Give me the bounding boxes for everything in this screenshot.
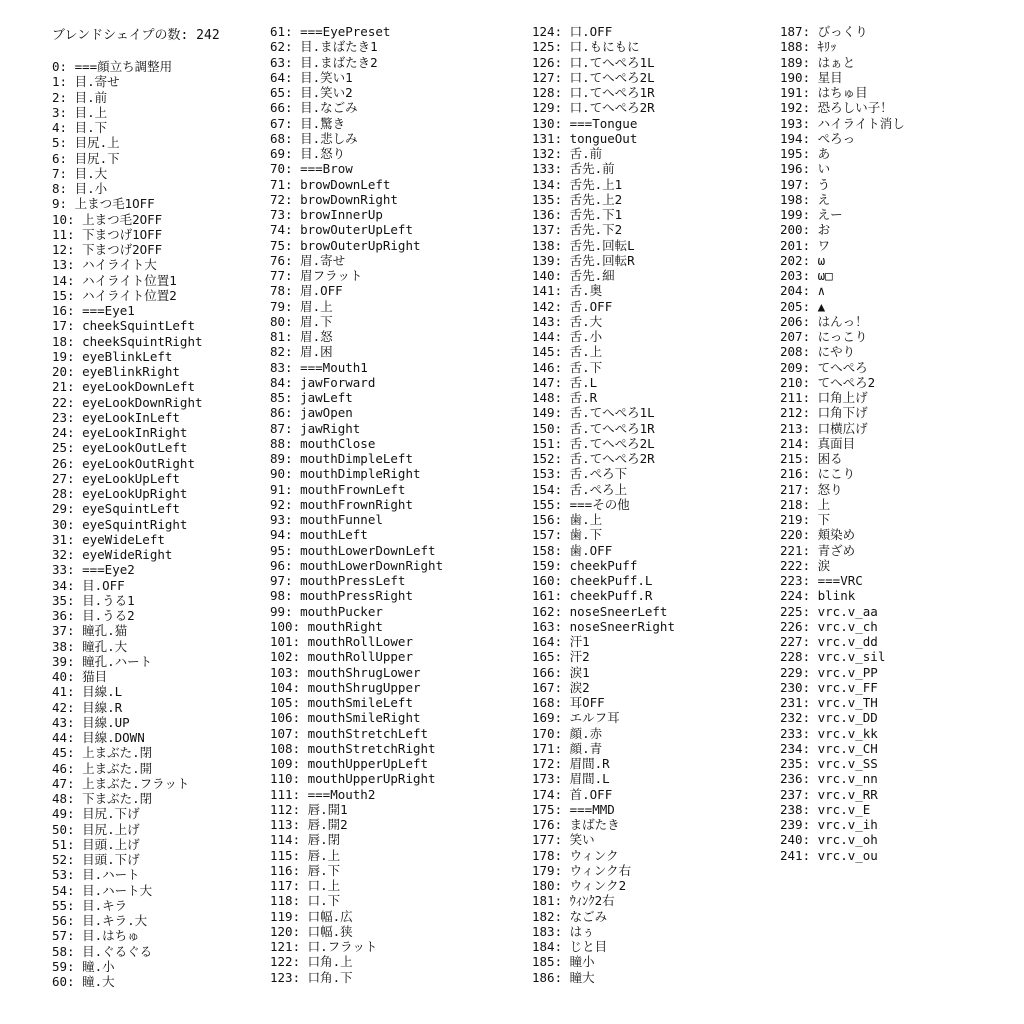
blendshape-entry: 164: 汗1 — [532, 634, 590, 649]
blendshape-entry: 161: cheekPuff.R — [532, 588, 653, 604]
blendshape-entry: 130: ===Tongue — [532, 115, 638, 131]
blendshape-entry: 78: 眉.OFF — [270, 283, 343, 299]
blendshape-entry: 241: vrc.v_ou — [780, 847, 878, 863]
blendshape-entry: 66: 目.なごみ — [270, 100, 358, 116]
blendshape-entry: 0: ===顔立ち調整用 — [52, 59, 173, 74]
blendshape-entry: 12: 下まつげ2OFF — [52, 242, 163, 257]
blendshape-entry: 158: 歯.OFF — [532, 542, 613, 558]
blendshape-entry: 137: 舌先.下2 — [532, 222, 623, 238]
blendshape-entry: 87: jawRight — [270, 420, 361, 436]
blendshape-entry: 18: cheekSquintRight — [52, 333, 203, 349]
blendshape-entry: 227: vrc.v_dd — [780, 634, 878, 649]
blendshape-entry: 153: 舌.ぺろ下 — [532, 466, 628, 482]
blendshape-entry: 73: browInnerUp — [270, 207, 383, 222]
blendshape-entry: 204: ∧ — [780, 283, 826, 299]
blendshape-entry: 156: 歯.上 — [532, 512, 603, 527]
blendshape-entry: 85: jawLeft — [270, 390, 353, 405]
blendshape-entry: 89: mouthDimpleLeft — [270, 451, 413, 466]
blendshape-entry: 30: eyeSquintRight — [52, 516, 188, 532]
blendshape-entry: 218: 上 — [780, 496, 831, 512]
blendshape-entry: 26: eyeLookOutRight — [52, 455, 195, 471]
blendshape-entry: 62: 目.まばたき1 — [270, 39, 378, 55]
blendshape-entry: 133: 舌先.前 — [532, 161, 615, 177]
blendshape-entry: 41: 目線.L — [52, 684, 123, 700]
blendshape-entry: 162: noseSneerLeft — [532, 603, 668, 619]
blendshape-entry: 180: ウィンク2 — [532, 878, 627, 893]
blendshape-entry: 203: ω□ — [780, 268, 833, 283]
blendshape-entry: 129: 口.てへぺろ2R — [532, 100, 655, 116]
blendshape-entry: 126: 口.てへぺろ1L — [532, 54, 655, 70]
blendshape-entry: 211: 口角上げ — [780, 390, 868, 405]
blendshape-entry: 108: mouthStretchRight — [270, 740, 436, 756]
blendshape-entry: 124: 口.OFF — [532, 24, 613, 39]
blendshape-entry: 40: 猫目 — [52, 669, 108, 684]
blendshape-entry: 4: 目.下 — [52, 120, 108, 135]
blendshape-entry: 50: 目尻.上げ — [52, 821, 140, 837]
blendshape-entry: 169: エルフ耳 — [532, 710, 620, 726]
blendshape-entry: 22: eyeLookDownRight — [52, 394, 203, 410]
blendshape-entry: 136: 舌先.下1 — [532, 207, 623, 222]
blendshape-entry: 142: 舌.OFF — [532, 298, 613, 314]
blendshape-entry: 82: 眉.困 — [270, 344, 333, 360]
blendshape-entry: 97: mouthPressLeft — [270, 573, 406, 588]
blendshape-entry: 28: eyeLookUpRight — [52, 486, 188, 501]
blendshape-entry: 192: 恐ろしい子！ — [780, 100, 893, 116]
blendshape-column-3 — [532, 24, 675, 985]
blendshape-entry: 45: 上まぶた.閉 — [52, 745, 153, 761]
blendshape-entry: 102: mouthRollUpper — [270, 649, 413, 665]
blendshape-entry: 223: ===VRC — [780, 573, 863, 588]
blendshape-entry: 86: jawOpen — [270, 405, 353, 421]
blendshape-entry: 239: vrc.v_ih — [780, 817, 878, 832]
blendshape-entry: 34: 目.OFF — [52, 577, 125, 593]
blendshape-entry: 117: 口.上 — [270, 878, 341, 893]
blendshape-entry: 190: 星目 — [780, 69, 843, 85]
blendshape-entry: 146: 舌.下 — [532, 359, 603, 375]
blendshape-entry: 196: い — [780, 161, 831, 177]
blendshape-entry: 63: 目.まばたき2 — [270, 54, 378, 70]
blendshape-entry: 233: vrc.v_kk — [780, 725, 878, 741]
blendshape-entry: 125: 口.もにもに — [532, 39, 640, 55]
blendshape-entry: 56: 目.キラ.大 — [52, 913, 148, 928]
blendshape-entry: 11: 下まつげ1OFF — [52, 226, 163, 242]
blendshape-entry: 186: 瞳大 — [532, 969, 595, 985]
blendshape-count-label: ブレンドシェイプの数 — [52, 28, 181, 43]
blendshape-entry: 228: vrc.v_sil — [780, 649, 886, 665]
blendshape-entry: 16: ===Eye1 — [52, 303, 135, 318]
blendshape-entry: 188: ｷﾘｯ — [780, 39, 837, 55]
blendshape-entry: 109: mouthUpperUpLeft — [270, 756, 429, 771]
blendshape-entry: 6: 目尻.下 — [52, 150, 120, 166]
blendshape-entry: 113: 唇.開2 — [270, 817, 348, 832]
blendshape-entry: 104: mouthShrugUpper — [270, 679, 421, 695]
blendshape-entry: 132: 舌.前 — [532, 146, 603, 161]
blendshape-entry: 154: 舌.ぺろ上 — [532, 481, 628, 497]
blendshape-entry: 47: 上まぶた.フラット — [52, 775, 190, 791]
blendshape-entry: 31: eyeWideLeft — [52, 531, 165, 547]
blendshape-entry: 57: 目.はちゅ — [52, 928, 140, 944]
blendshape-entry: 220: 頬染め — [780, 527, 856, 543]
blendshape-entry: 64: 目.笑い1 — [270, 69, 353, 85]
blendshape-entry: 177: 笑い — [532, 832, 595, 848]
blendshape-entry: 219: 下 — [780, 512, 831, 527]
blendshape-count-heading — [52, 28, 220, 44]
blendshape-entry: 60: 瞳.大 — [52, 974, 115, 989]
blendshape-entry: 198: え — [780, 191, 831, 207]
blendshape-entry: 115: 唇.上 — [270, 847, 341, 863]
blendshape-entry: 114: 唇.閉 — [270, 832, 341, 848]
blendshape-entry: 1: 目.寄せ — [52, 74, 120, 90]
blendshape-entry: 171: 顔.青 — [532, 740, 603, 756]
blendshape-entry: 72: browDownRight — [270, 191, 398, 207]
blendshape-entry: 194: ぺろっ — [780, 130, 856, 146]
blendshape-entry: 167: 涙2 — [532, 679, 590, 695]
blendshape-entry: 27: eyeLookUpLeft — [52, 470, 180, 486]
blendshape-entry: 13: ハイライト大 — [52, 257, 157, 273]
blendshape-entry: 84: jawForward — [270, 374, 376, 390]
blendshape-entry: 155: ===その他 — [532, 496, 630, 512]
blendshape-entry: 23: eyeLookInLeft — [52, 409, 180, 425]
blendshape-entry: 157: 歯.下 — [532, 527, 603, 543]
blendshape-entry: 92: mouthFrownRight — [270, 496, 413, 512]
blendshape-entry: 216: にこり — [780, 466, 856, 482]
blendshape-entry: 3: 目.上 — [52, 104, 108, 120]
blendshape-entry: 170: 顔.赤 — [532, 725, 603, 741]
blendshape-entry: 98: mouthPressRight — [270, 588, 413, 604]
blendshape-entry: 193: ハイライト消し — [780, 115, 905, 131]
blendshape-entry: 148: 舌.R — [532, 390, 598, 405]
blendshape-entry: 197: う — [780, 176, 831, 192]
blendshape-entry: 183: はぅ — [532, 923, 595, 939]
blendshape-entry: 191: はちゅ目 — [780, 85, 868, 100]
blendshape-entry: 8: 目.小 — [52, 181, 108, 196]
blendshape-entry: 118: 口.下 — [270, 893, 341, 909]
blendshape-entry: 80: 眉.下 — [270, 313, 333, 329]
blendshape-entry: 100: mouthRight — [270, 618, 383, 634]
blendshape-entry: 232: vrc.v_DD — [780, 710, 878, 726]
blendshape-entry: 209: てへぺろ — [780, 359, 868, 375]
blendshape-entry: 19: eyeBlinkLeft — [52, 348, 173, 364]
blendshape-entry: 74: browOuterUpLeft — [270, 222, 413, 238]
blendshape-entry: 172: 眉間.R — [532, 756, 610, 771]
blendshape-entry: 217: 怒り — [780, 481, 843, 497]
blendshape-entry: 75: browOuterUpRight — [270, 237, 421, 253]
blendshape-entry: 166: 涙1 — [532, 664, 590, 680]
blendshape-entry: 119: 口幅.広 — [270, 908, 353, 924]
blendshape-entry: 184: じと目 — [532, 939, 608, 954]
blendshape-entry: 38: 瞳孔.大 — [52, 638, 128, 654]
blendshape-entry: 215: 困る — [780, 451, 843, 466]
blendshape-entry: 185: 瞳小 — [532, 954, 595, 970]
blendshape-entry: 91: mouthFrownLeft — [270, 481, 406, 497]
blendshape-entry: 168: 耳OFF — [532, 695, 605, 710]
blendshape-entry: 32: eyeWideRight — [52, 547, 173, 562]
blendshape-entry: 14: ハイライト位置1 — [52, 272, 177, 288]
blendshape-entry: 53: 目.ハート — [52, 867, 140, 883]
blendshape-entry: 2: 目.前 — [52, 89, 108, 105]
blendshape-entry: 202: ω — [780, 252, 826, 268]
blendshape-entry: 79: 眉.上 — [270, 298, 333, 314]
blendshape-entry: 222: 涙 — [780, 557, 831, 573]
blendshape-entry: 121: 口.フラット — [270, 939, 378, 954]
blendshape-entry: 176: まばたき — [532, 817, 620, 832]
blendshape-entry: 231: vrc.v_TH — [780, 695, 878, 710]
blendshape-entry: 145: 舌.上 — [532, 344, 603, 360]
blendshape-entry: 123: 口角.下 — [270, 969, 353, 985]
blendshape-entry: 134: 舌先.上1 — [532, 176, 623, 192]
blendshape-entry: 52: 目頭.下げ — [52, 852, 140, 867]
blendshape-entry: 96: mouthLowerDownRight — [270, 557, 444, 573]
blendshape-entry: 51: 目頭.上げ — [52, 836, 140, 852]
blendshape-entry: 165: 汗2 — [532, 649, 590, 665]
blendshape-entry: 189: はぁと — [780, 54, 856, 70]
blendshape-entry: 106: mouthSmileRight — [270, 710, 421, 726]
blendshape-entry: 174: 首.OFF — [532, 786, 613, 802]
blendshape-entry: 29: eyeSquintLeft — [52, 501, 180, 517]
blendshape-entry: 33: ===Eye2 — [52, 562, 135, 578]
blendshape-entry: 24: eyeLookInRight — [52, 425, 188, 440]
blendshape-entry: 127: 口.てへぺろ2L — [532, 69, 655, 85]
blendshape-entry: 175: ===MMD — [532, 801, 615, 817]
blendshape-entry: 112: 唇.開1 — [270, 801, 348, 817]
blendshape-entry: 187: びっくり — [780, 24, 868, 39]
blendshape-entry: 210: てへぺろ2 — [780, 374, 876, 390]
blendshape-entry: 206: はんっ！ — [780, 313, 868, 329]
blendshape-entry: 110: mouthUpperUpRight — [270, 771, 436, 787]
blendshape-entry: 160: cheekPuff.L — [532, 573, 653, 588]
blendshape-entry: 61: ===EyePreset — [270, 24, 391, 39]
blendshape-entry: 25: eyeLookOutLeft — [52, 440, 188, 456]
blendshape-entry: 9: 上まつ毛1OFF — [52, 196, 155, 212]
blendshape-entry: 234: vrc.v_CH — [780, 740, 878, 756]
blendshape-entry: 143: 舌.大 — [532, 313, 603, 329]
blendshape-entry: 173: 眉間.L — [532, 771, 610, 787]
blendshape-entry: 163: noseSneerRight — [532, 618, 675, 634]
blendshape-entry: 178: ウィンク — [532, 847, 619, 863]
blendshape-entry: 111: ===Mouth2 — [270, 786, 376, 802]
blendshape-entry: 36: 目.うる2 — [52, 608, 135, 623]
blendshape-count-value: 242 — [196, 28, 220, 43]
blendshape-entry: 15: ハイライト位置2 — [52, 287, 177, 303]
blendshape-entry: 49: 目尻.下げ — [52, 806, 140, 822]
blendshape-entry: 10: 上まつ毛2OFF — [52, 211, 163, 227]
blendshape-entry: 152: 舌.てへぺろ2R — [532, 451, 655, 466]
blendshape-entry: 151: 舌.てへぺろ2L — [532, 435, 655, 451]
blendshape-entry: 226: vrc.v_ch — [780, 618, 878, 634]
blendshape-entry: 141: 舌.奥 — [532, 283, 603, 299]
blendshape-entry: 122: 口角.上 — [270, 954, 353, 970]
blendshape-entry: 237: vrc.v_RR — [780, 786, 878, 802]
blendshape-entry: 59: 瞳.小 — [52, 958, 115, 974]
blendshape-entry: 238: vrc.v_E — [780, 801, 871, 817]
blendshape-entry: 81: 眉.怒 — [270, 329, 333, 344]
blendshape-count-separator: : — [180, 28, 197, 43]
blendshape-column-2 — [270, 24, 443, 985]
blendshape-entry: 221: 青ざめ — [780, 542, 856, 558]
blendshape-entry: 103: mouthShrugLower — [270, 664, 421, 680]
blendshape-entry: 54: 目.ハート大 — [52, 882, 153, 898]
blendshape-entry: 147: 舌.L — [532, 374, 598, 390]
blendshape-entry: 182: なごみ — [532, 908, 608, 924]
blendshape-entry: 83: ===Mouth1 — [270, 359, 368, 375]
blendshape-entry: 99: mouthPucker — [270, 603, 383, 619]
blendshape-entry: 105: mouthSmileLeft — [270, 695, 413, 710]
blendshape-entry: 17: cheekSquintLeft — [52, 318, 195, 334]
blendshape-entry: 230: vrc.v_FF — [780, 679, 878, 695]
blendshape-entry: 224: blink — [780, 588, 856, 604]
blendshape-entry: 107: mouthStretchLeft — [270, 725, 429, 741]
blendshape-entry: 116: 唇.下 — [270, 862, 341, 878]
blendshape-entry: 208: にやり — [780, 344, 856, 360]
blendshape-entry: 88: mouthClose — [270, 435, 376, 451]
blendshape-entry: 240: vrc.v_oh — [780, 832, 878, 848]
blendshape-entry: 159: cheekPuff — [532, 557, 638, 573]
blendshape-entry: 95: mouthLowerDownLeft — [270, 542, 436, 558]
blendshape-entry: 225: vrc.v_aa — [780, 603, 878, 619]
blendshape-entry: 150: 舌.てへぺろ1R — [532, 420, 655, 436]
blendshape-entry: 46: 上まぶた.開 — [52, 760, 153, 776]
blendshape-entry: 200: お — [780, 222, 831, 238]
blendshape-entry: 120: 口幅.狭 — [270, 923, 353, 939]
blendshape-entry: 5: 目尻.上 — [52, 135, 120, 151]
blendshape-entry: 179: ウィンク右 — [532, 862, 632, 878]
blendshape-entry: 199: えー — [780, 207, 843, 222]
blendshape-entry: 135: 舌先.上2 — [532, 191, 623, 207]
blendshape-entry: 35: 目.うる1 — [52, 592, 135, 608]
blendshape-entry: 201: ワ — [780, 237, 831, 253]
blendshape-entry: 7: 目.大 — [52, 165, 108, 181]
blendshape-entry: 69: 目.怒り — [270, 146, 346, 161]
blendshape-column-1 — [52, 59, 203, 989]
blendshape-entry: 21: eyeLookDownLeft — [52, 379, 195, 395]
blendshape-entry: 44: 目線.DOWN — [52, 730, 145, 745]
blendshape-entry: 195: あ — [780, 146, 831, 161]
blendshape-entry: 235: vrc.v_SS — [780, 756, 878, 771]
blendshape-entry: 101: mouthRollLower — [270, 634, 413, 649]
blendshape-entry: 144: 舌.小 — [532, 329, 603, 344]
blendshape-entry: 229: vrc.v_PP — [780, 664, 878, 680]
blendshape-entry: 212: 口角下げ — [780, 405, 868, 421]
blendshape-entry: 94: mouthLeft — [270, 527, 368, 543]
blendshape-entry: 71: browDownLeft — [270, 176, 391, 192]
blendshape-entry: 55: 目.キラ — [52, 897, 128, 913]
blendshape-column-4 — [780, 24, 905, 863]
blendshape-entry: 43: 目線.UP — [52, 714, 130, 730]
blendshape-entry: 68: 目.悲しみ — [270, 130, 358, 146]
blendshape-entry: 93: mouthFunnel — [270, 512, 383, 527]
blendshape-entry: 214: 真面目 — [780, 435, 856, 451]
blendshape-entry: 90: mouthDimpleRight — [270, 466, 421, 482]
blendshape-entry: 65: 目.笑い2 — [270, 85, 353, 100]
blendshape-entry: 67: 目.驚き — [270, 115, 346, 131]
blendshape-entry: 48: 下まぶた.閉 — [52, 791, 153, 806]
blendshape-entry: 39: 瞳孔.ハート — [52, 653, 153, 669]
blendshape-entry: 139: 舌先.回転R — [532, 252, 635, 268]
blendshape-entry: 42: 目線.R — [52, 699, 123, 715]
blendshape-entry: 58: 目.ぐるぐる — [52, 943, 153, 959]
blendshape-entry: 70: ===Brow — [270, 161, 353, 177]
blendshape-entry: 205: ▲ — [780, 298, 826, 314]
blendshape-entry: 76: 眉.寄せ — [270, 252, 346, 268]
blendshape-entry: 181: ｳｨﾝｸ2右 — [532, 893, 615, 909]
blendshape-entry: 236: vrc.v_nn — [780, 771, 878, 787]
blendshape-entry: 37: 瞳孔.猫 — [52, 623, 128, 639]
blendshape-entry: 149: 舌.てへぺろ1L — [532, 405, 655, 421]
blendshape-entry: 128: 口.てへぺろ1R — [532, 85, 655, 100]
blendshape-entry: 20: eyeBlinkRight — [52, 364, 180, 379]
blendshape-entry: 140: 舌先.細 — [532, 268, 615, 283]
blendshape-entry: 77: 眉フラット — [270, 268, 363, 283]
blendshape-entry: 138: 舌先.回転L — [532, 237, 635, 253]
blendshape-entry: 207: にっこり — [780, 329, 868, 344]
blendshape-entry: 213: 口横広げ — [780, 420, 868, 436]
blendshape-entry: 131: tongueOut — [532, 130, 638, 146]
